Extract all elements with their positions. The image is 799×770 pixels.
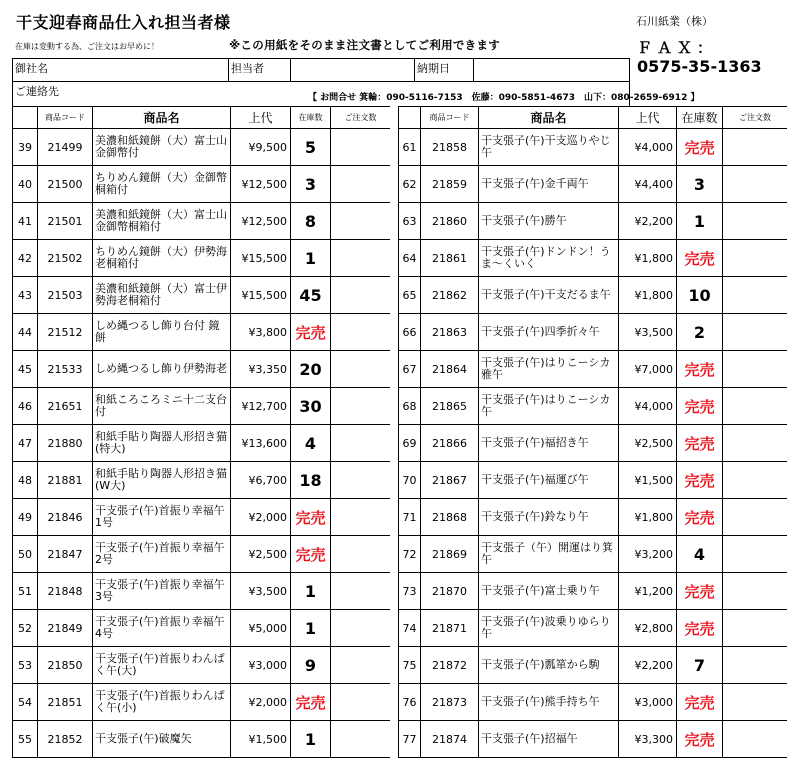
table-row <box>399 351 788 388</box>
stock-count: 完売 <box>291 314 331 351</box>
item-number: 41 <box>13 203 38 240</box>
stock-count: 完売 <box>291 536 331 573</box>
item-number: 70 <box>399 462 421 499</box>
product-code: 21861 <box>421 240 479 277</box>
item-number: 64 <box>399 240 421 277</box>
product-name: 干支張子(午)福招き午 <box>479 425 619 462</box>
table-row <box>399 166 788 203</box>
retail-price: ¥3,300 <box>619 721 677 758</box>
table-row <box>13 129 391 166</box>
product-name: 干支張子(午)富士乗り午 <box>479 573 619 610</box>
table-row <box>13 573 391 610</box>
item-number: 43 <box>13 277 38 314</box>
product-name: 干支張子(午)首振りわんぱく午(小) <box>93 684 231 721</box>
table-row <box>13 277 391 314</box>
product-name: 干支張子(午)熊手持ち午 <box>479 684 619 721</box>
table-row <box>13 388 391 425</box>
order-quantity-input[interactable] <box>331 388 391 425</box>
product-code: 21651 <box>38 388 93 425</box>
item-number: 69 <box>399 425 421 462</box>
order-quantity-input[interactable] <box>331 203 391 240</box>
stock-count: 1 <box>291 721 331 758</box>
product-name: 干支張子(午)首振り幸福午3号 <box>93 573 231 610</box>
order-quantity-input[interactable] <box>723 721 788 758</box>
table-row <box>399 240 788 277</box>
retail-price: ¥3,200 <box>619 536 677 573</box>
item-number: 66 <box>399 314 421 351</box>
stock-count: 完売 <box>677 388 723 425</box>
order-quantity-input[interactable] <box>331 425 391 462</box>
stock-count: 9 <box>291 647 331 684</box>
product-code: 21499 <box>38 129 93 166</box>
retail-price: ¥3,000 <box>619 684 677 721</box>
delivery-field[interactable] <box>473 58 630 82</box>
table-row <box>399 536 788 573</box>
product-code: 21500 <box>38 166 93 203</box>
col-price-header: 上代 <box>231 107 291 129</box>
product-name: 干支張子(午)はりこーシカ雅午 <box>479 351 619 388</box>
product-code: 21849 <box>38 610 93 647</box>
product-name: 干支張子(午)鈴なり午 <box>479 499 619 536</box>
product-name: 干支張子(午)破魔矢 <box>93 721 231 758</box>
stock-count: 1 <box>291 573 331 610</box>
order-quantity-input[interactable] <box>331 499 391 536</box>
order-quantity-input[interactable] <box>723 240 788 277</box>
person-label-cell <box>228 58 291 82</box>
order-quantity-input[interactable] <box>331 684 391 721</box>
product-code: 21848 <box>38 573 93 610</box>
item-number: 73 <box>399 573 421 610</box>
person-field-label: 担当者 <box>231 62 264 75</box>
stock-count: 完売 <box>677 129 723 166</box>
stock-count: 8 <box>291 203 331 240</box>
item-number: 54 <box>13 684 38 721</box>
item-number: 76 <box>399 684 421 721</box>
stock-count: 10 <box>677 277 723 314</box>
retail-price: ¥2,000 <box>231 684 291 721</box>
product-code: 21852 <box>38 721 93 758</box>
contact-field-label: ご連絡先 <box>15 85 59 98</box>
order-quantity-input[interactable] <box>723 499 788 536</box>
order-quantity-input[interactable] <box>331 610 391 647</box>
table-row <box>13 203 391 240</box>
stock-count: 完売 <box>677 721 723 758</box>
order-quantity-input[interactable] <box>331 277 391 314</box>
page-title: 干支迎春商品仕入れ担当者様 <box>16 13 231 32</box>
inquiry-contacts: 【 お問合せ 箕輪：090-5116-7153 佐藤：090-5851-4673 山下：080-2659-6912 】 <box>308 93 700 103</box>
product-code: 21858 <box>421 129 479 166</box>
col-name-header: 商品名 <box>93 107 231 129</box>
col-code-header: 商品コード <box>38 107 93 129</box>
product-code: 21533 <box>38 351 93 388</box>
product-table-left <box>12 106 391 758</box>
product-code: 21847 <box>38 536 93 573</box>
order-quantity-input[interactable] <box>723 684 788 721</box>
stock-count: 完売 <box>291 499 331 536</box>
table-row <box>13 425 391 462</box>
stock-count: 4 <box>291 425 331 462</box>
table-row <box>399 203 788 240</box>
product-name: 干支張子(午)波乗りゆらり午 <box>479 610 619 647</box>
table-header-row <box>13 107 391 129</box>
stock-count: 完売 <box>677 573 723 610</box>
retail-price: ¥9,500 <box>231 129 291 166</box>
product-code: 21865 <box>421 388 479 425</box>
table-row <box>399 610 788 647</box>
product-name: 干支張子(午)干支巡りやじ午 <box>479 129 619 166</box>
retail-price: ¥1,500 <box>231 721 291 758</box>
stock-count: 18 <box>291 462 331 499</box>
product-name: 和紙ころころミニ十二支台付 <box>93 388 231 425</box>
stock-notice: 在庫は変動する為、ご注文はお早めに！ <box>15 42 159 51</box>
col-stock-header: 在庫数 <box>677 107 723 129</box>
order-quantity-input[interactable] <box>723 351 788 388</box>
order-quantity-input[interactable] <box>331 166 391 203</box>
product-name: 干支張子(午)ドンドン！うま〜くいく <box>479 240 619 277</box>
order-quantity-input[interactable] <box>331 240 391 277</box>
item-number: 71 <box>399 499 421 536</box>
table-row <box>13 721 391 758</box>
retail-price: ¥13,600 <box>231 425 291 462</box>
product-code: 21864 <box>421 351 479 388</box>
product-code: 21871 <box>421 610 479 647</box>
fax-number: 0575-35-1363 <box>637 57 762 76</box>
table-row <box>13 684 391 721</box>
col-name-header: 商品名 <box>479 107 619 129</box>
product-name: しめ縄つるし飾り台付 鏡餅 <box>93 314 231 351</box>
product-table-right <box>398 106 787 758</box>
item-number: 49 <box>13 499 38 536</box>
stock-count: 1 <box>291 610 331 647</box>
item-number: 42 <box>13 240 38 277</box>
item-number: 67 <box>399 351 421 388</box>
retail-price: ¥12,500 <box>231 166 291 203</box>
item-number: 40 <box>13 166 38 203</box>
order-quantity-input[interactable] <box>331 314 391 351</box>
table-row <box>399 462 788 499</box>
item-number: 44 <box>13 314 38 351</box>
retail-price: ¥1,200 <box>619 573 677 610</box>
product-code: 21881 <box>38 462 93 499</box>
retail-price: ¥3,500 <box>619 314 677 351</box>
col-no-header <box>399 107 421 129</box>
table-row <box>399 684 788 721</box>
fax-label: ＦＡＸ： <box>637 39 718 57</box>
col-stock-header: 在庫数 <box>291 107 331 129</box>
order-quantity-input[interactable] <box>723 203 788 240</box>
order-quantity-input[interactable] <box>723 647 788 684</box>
product-name: ちりめん鏡餅（大）伊勢海老桐箱付 <box>93 240 231 277</box>
stock-count: 2 <box>677 314 723 351</box>
retail-price: ¥1,500 <box>619 462 677 499</box>
order-quantity-input[interactable] <box>723 610 788 647</box>
stock-count: 7 <box>677 647 723 684</box>
table-row <box>399 129 788 166</box>
product-code: 21850 <box>38 647 93 684</box>
order-quantity-input[interactable] <box>331 573 391 610</box>
table-row <box>13 314 391 351</box>
product-name: 美濃和紙鏡餅（大）富士山金御幣桐箱付 <box>93 203 231 240</box>
product-name: 干支張子(午)はりこーシカ午 <box>479 388 619 425</box>
product-name: 和紙手貼り陶器人形招き猫(W大) <box>93 462 231 499</box>
product-code: 21501 <box>38 203 93 240</box>
product-name: しめ縄つるし飾り伊勢海老 <box>93 351 231 388</box>
product-code: 21512 <box>38 314 93 351</box>
item-number: 50 <box>13 536 38 573</box>
product-name: 美濃和紙鏡餅（大）富士伊勢海老桐箱付 <box>93 277 231 314</box>
retail-price: ¥15,500 <box>231 277 291 314</box>
table-row <box>399 721 788 758</box>
table-row <box>13 536 391 573</box>
product-name: 干支張子(午)首振り幸福午4号 <box>93 610 231 647</box>
order-quantity-input[interactable] <box>331 462 391 499</box>
item-number: 47 <box>13 425 38 462</box>
retail-price: ¥4,000 <box>619 388 677 425</box>
table-row <box>13 610 391 647</box>
col-price-header: 上代 <box>619 107 677 129</box>
retail-price: ¥4,000 <box>619 129 677 166</box>
retail-price: ¥1,800 <box>619 277 677 314</box>
order-quantity-input[interactable] <box>331 351 391 388</box>
product-code: 21503 <box>38 277 93 314</box>
retail-price: ¥1,800 <box>619 499 677 536</box>
retail-price: ¥2,500 <box>619 425 677 462</box>
retail-price: ¥2,200 <box>619 647 677 684</box>
item-number: 53 <box>13 647 38 684</box>
table-row <box>399 647 788 684</box>
item-number: 63 <box>399 203 421 240</box>
product-code: 21859 <box>421 166 479 203</box>
retail-price: ¥3,800 <box>231 314 291 351</box>
company-name: 石川紙業（株） <box>636 15 713 28</box>
product-name: 干支張子(午)金千両午 <box>479 166 619 203</box>
product-name: 干支張子（午）開運はり箕午 <box>479 536 619 573</box>
product-name: 干支張子(午)福運び午 <box>479 462 619 499</box>
stock-count: 完売 <box>677 684 723 721</box>
table-row <box>13 499 391 536</box>
product-code: 21880 <box>38 425 93 462</box>
retail-price: ¥4,400 <box>619 166 677 203</box>
retail-price: ¥2,000 <box>231 499 291 536</box>
item-number: 72 <box>399 536 421 573</box>
item-number: 68 <box>399 388 421 425</box>
product-name: 干支張子(午)首振り幸福午1号 <box>93 499 231 536</box>
retail-price: ¥12,700 <box>231 388 291 425</box>
retail-price: ¥1,800 <box>619 240 677 277</box>
table-row <box>399 573 788 610</box>
stock-count: 完売 <box>677 462 723 499</box>
product-code: 21874 <box>421 721 479 758</box>
item-number: 75 <box>399 647 421 684</box>
product-grid <box>12 106 787 770</box>
product-name: 和紙手貼り陶器人形招き猫(特大) <box>93 425 231 462</box>
retail-price: ¥3,500 <box>231 573 291 610</box>
table-row <box>13 351 391 388</box>
retail-price: ¥12,500 <box>231 203 291 240</box>
product-code: 21867 <box>421 462 479 499</box>
product-code: 21860 <box>421 203 479 240</box>
table-row <box>399 425 788 462</box>
delivery-label-cell <box>414 58 474 82</box>
person-field[interactable] <box>290 58 415 82</box>
retail-price: ¥2,200 <box>619 203 677 240</box>
order-quantity-input[interactable] <box>723 277 788 314</box>
order-quantity-input[interactable] <box>723 314 788 351</box>
col-order-header: ご注文数 <box>331 107 391 129</box>
retail-price: ¥2,800 <box>619 610 677 647</box>
product-name: 干支張子(午)干支だるま午 <box>479 277 619 314</box>
order-quantity-input[interactable] <box>723 425 788 462</box>
retail-price: ¥5,000 <box>231 610 291 647</box>
order-quantity-input[interactable] <box>723 166 788 203</box>
order-quantity-input[interactable] <box>723 536 788 573</box>
company-field-label: 御社名 <box>15 62 48 75</box>
product-name: ちりめん鏡餅（大）金御幣桐箱付 <box>93 166 231 203</box>
stock-count: 完売 <box>677 610 723 647</box>
product-code: 21870 <box>421 573 479 610</box>
item-number: 61 <box>399 129 421 166</box>
product-code: 21872 <box>421 647 479 684</box>
col-no-header <box>13 107 38 129</box>
col-code-header: 商品コード <box>421 107 479 129</box>
item-number: 48 <box>13 462 38 499</box>
item-number: 77 <box>399 721 421 758</box>
retail-price: ¥6,700 <box>231 462 291 499</box>
retail-price: ¥15,500 <box>231 240 291 277</box>
item-number: 55 <box>13 721 38 758</box>
order-quantity-input[interactable] <box>331 647 391 684</box>
order-form-notice: ※この用紙をそのまま注文書としてご利用できます <box>229 38 501 52</box>
item-number: 74 <box>399 610 421 647</box>
item-number: 65 <box>399 277 421 314</box>
order-quantity-input[interactable] <box>331 129 391 166</box>
table-row <box>13 647 391 684</box>
col-order-header: ご注文数 <box>723 107 788 129</box>
stock-count: 完売 <box>677 351 723 388</box>
product-name: 干支張子(午)首振りわんぱく午(大) <box>93 647 231 684</box>
stock-count: 完売 <box>677 425 723 462</box>
table-row <box>399 314 788 351</box>
stock-count: 45 <box>291 277 331 314</box>
stock-count: 1 <box>291 240 331 277</box>
stock-count: 4 <box>677 536 723 573</box>
table-header-row <box>399 107 788 129</box>
product-name: 干支張子(午)勝午 <box>479 203 619 240</box>
product-code: 21851 <box>38 684 93 721</box>
order-quantity-input[interactable] <box>723 129 788 166</box>
table-row <box>13 166 391 203</box>
stock-count: 3 <box>677 166 723 203</box>
order-quantity-input[interactable] <box>723 462 788 499</box>
stock-count: 30 <box>291 388 331 425</box>
item-number: 46 <box>13 388 38 425</box>
stock-count: 完売 <box>677 240 723 277</box>
table-gap <box>390 106 398 770</box>
stock-count: 5 <box>291 129 331 166</box>
product-code: 21873 <box>421 684 479 721</box>
customer-info-form <box>12 58 700 106</box>
product-name: 美濃和紙鏡餅（大）富士山金御幣付 <box>93 129 231 166</box>
product-code: 21868 <box>421 499 479 536</box>
item-number: 62 <box>399 166 421 203</box>
stock-count: 20 <box>291 351 331 388</box>
retail-price: ¥3,000 <box>231 647 291 684</box>
product-code: 21862 <box>421 277 479 314</box>
order-quantity-input[interactable] <box>723 388 788 425</box>
product-code: 21863 <box>421 314 479 351</box>
item-number: 51 <box>13 573 38 610</box>
product-name: 干支張子(午)首振り幸福午2号 <box>93 536 231 573</box>
delivery-field-label: 納期日 <box>417 62 450 75</box>
retail-price: ¥7,000 <box>619 351 677 388</box>
product-code: 21502 <box>38 240 93 277</box>
retail-price: ¥3,350 <box>231 351 291 388</box>
stock-count: 完売 <box>291 684 331 721</box>
table-row <box>13 240 391 277</box>
company-field[interactable] <box>12 58 229 82</box>
product-name: 干支張子(午)瓢箪から駒 <box>479 647 619 684</box>
product-code: 21869 <box>421 536 479 573</box>
retail-price: ¥2,500 <box>231 536 291 573</box>
item-number: 52 <box>13 610 38 647</box>
product-code: 21866 <box>421 425 479 462</box>
table-row <box>399 388 788 425</box>
order-quantity-input[interactable] <box>331 536 391 573</box>
stock-count: 3 <box>291 166 331 203</box>
order-quantity-input[interactable] <box>331 721 391 758</box>
product-name: 干支張子(午)招福午 <box>479 721 619 758</box>
table-row <box>399 499 788 536</box>
product-code: 21846 <box>38 499 93 536</box>
item-number: 39 <box>13 129 38 166</box>
table-row <box>13 462 391 499</box>
stock-count: 1 <box>677 203 723 240</box>
order-quantity-input[interactable] <box>723 573 788 610</box>
item-number: 45 <box>13 351 38 388</box>
product-name: 干支張子(午)四季折々午 <box>479 314 619 351</box>
table-row <box>399 277 788 314</box>
stock-count: 完売 <box>677 499 723 536</box>
